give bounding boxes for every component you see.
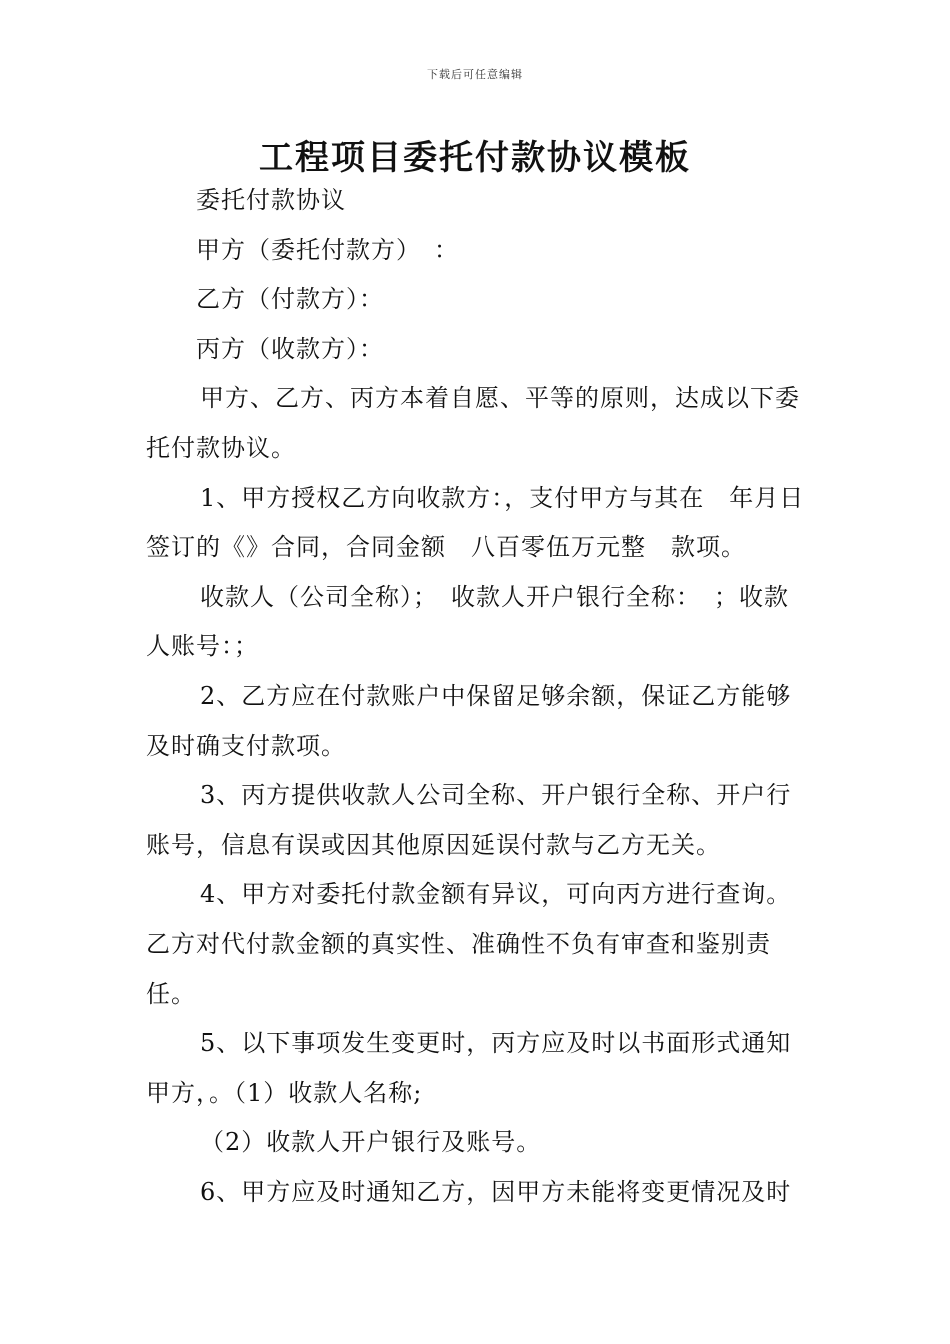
party-b-line: 乙方（付款方）： [196, 285, 384, 314]
payee-info-paragraph: 收款人（公司全称）； 收款人开户银行全称： ；收款人账号：； [146, 582, 789, 661]
clause-3: 3、丙方提供收款人公司全称、开户银行全称、开户行账号，信息有误或因其他原因延误付款与乙方无关。 [146, 781, 792, 859]
clause-5: 5、以下事项发生变更时，丙方应及时以书面形式通知甲方，。（1）收款人名称; [146, 1029, 792, 1107]
clause-5-item-2: （2）收款人开户银行及账号。 [200, 1128, 542, 1157]
clause-4: 4、甲方对委托付款金额有异议，可向丙方进行查询。乙方对代付款金额的真实性、准确性不负有审查和鉴别责任。 [146, 880, 792, 1008]
clause-1: 1、甲方授权乙方向收款方：，支付甲方与其在 年月日签订的《》合同，合同金额 八百零伍万元整 款项。 [146, 483, 805, 562]
party-a-line: 甲方（委托付款方） ： [196, 235, 459, 264]
document-body [146, 176, 808, 1217]
header-note: 下载后可任意编辑 [427, 68, 523, 81]
document-title: 工程项目委托付款协议模板 [259, 138, 691, 178]
preamble-paragraph: 甲方、乙方、丙方本着自愿、平等的原则，达成以下委托付款协议。 [146, 384, 800, 462]
party-c-line: 丙方（收款方）： [196, 334, 384, 363]
clause-2: 2、乙方应在付款账户中保留足够余额，保证乙方能够及时确支付款项。 [146, 681, 792, 760]
clause-6: 6、甲方应及时通知乙方，因甲方未能将变更情况及时 [200, 1177, 792, 1206]
agreement-subtitle: 委托付款协议 [196, 186, 346, 214]
